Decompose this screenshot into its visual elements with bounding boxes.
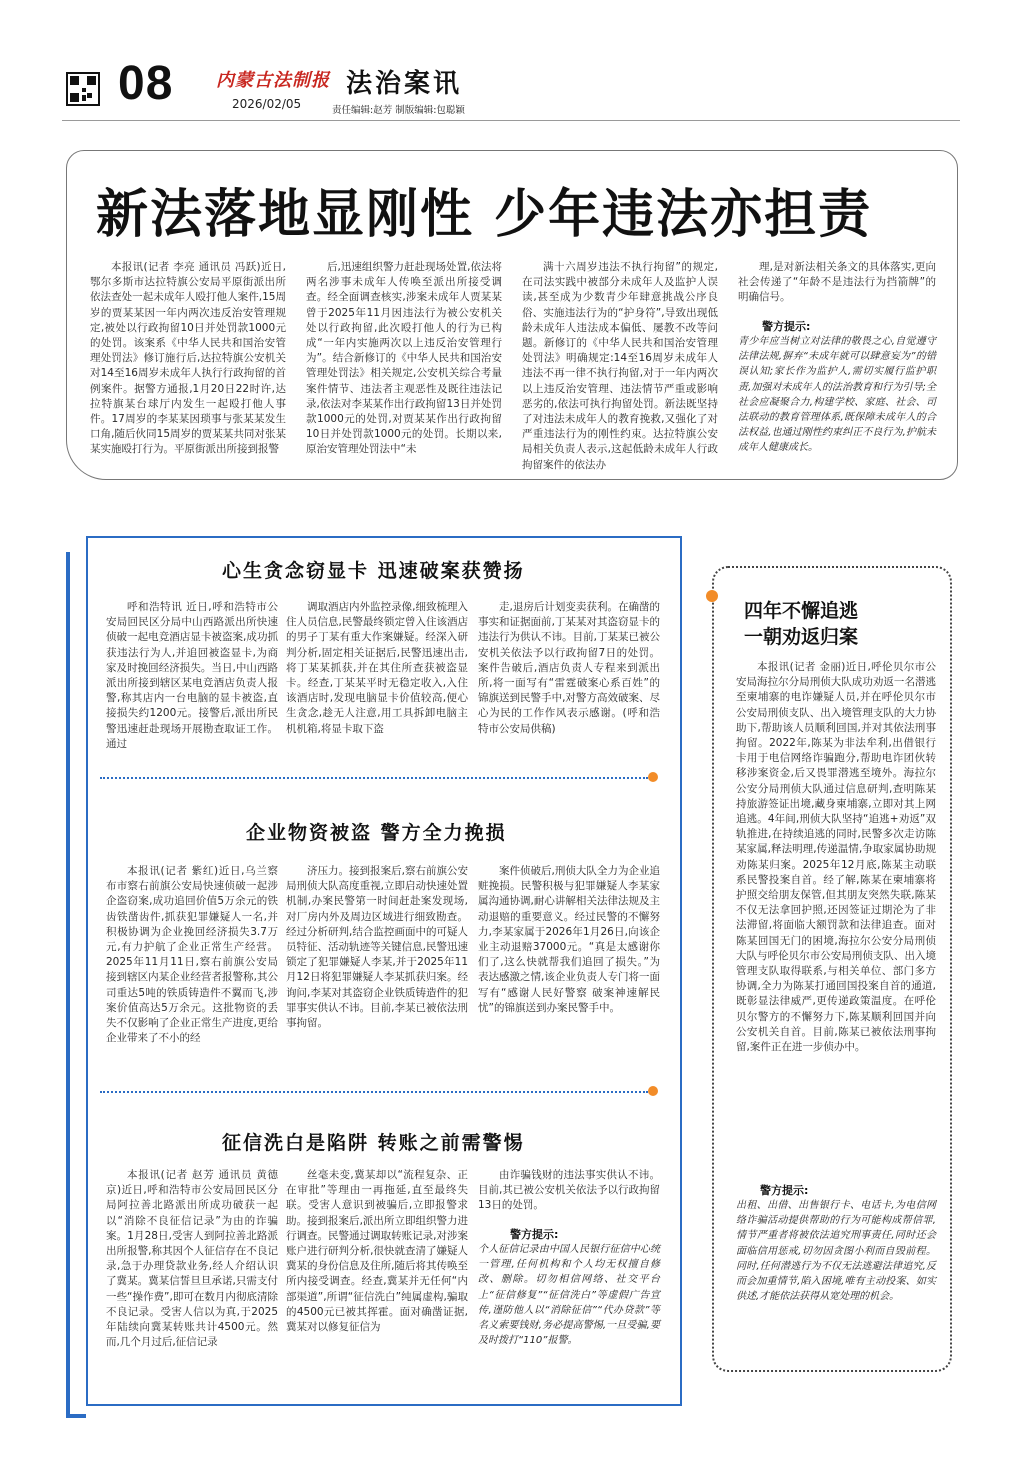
article-1-column-2: 调取酒店内外监控录像,细致梳理入住人员信息,民警最终锁定曾入住该酒店的男子丁某有重大作案嫌疑。经深入研判分析,固定相关证据后,民警迅速出击,将丁某某抓获,并在其住所查获被盗显卡。经查,丁某某平时无稳定收入,入住该酒店时,发现电脑显卡价值较高,便心生贪念,趁无人注意,用工具拆卸电脑主机机箱,将显卡取下盗 bbox=[286, 601, 468, 735]
article-2-column-3: 案件侦破后,刑侦大队全力为企业追赃挽损。民警积极与犯罪嫌疑人李某家属沟通协调,耐心讲解相关法律法规及主动退赔的重要意义。经过民警的不懈努力,李某家属于2026年1月26日,向该企业主动退赔37000元。“真是太感谢你们了,这么快就帮我们追回了损失。”为表达感激之情,该企业负责人专门将一面写有“感谢人民好警察 破案神速解民忧”的锦旗送到办案民警手中。 bbox=[478, 865, 660, 1014]
sidebar-body: 本报讯(记者 金丽)近日,呼伦贝尔市公安局海拉尔分局刑侦大队成功劝返一名潜逃至柬埔寨的电诈嫌疑人员,并在呼伦贝尔市公安局刑侦支队、出入境管理支队的大力协助下,帮助该人员顺利回国,并对其依法刑事拘留。2022年,陈某为非法牟利,出借银行卡用于电信网络诈骗跑分,帮助电诈团伙转移涉案资金,后又畏罪潜逃至境外。海拉尔公安分局刑侦大队通过信息研判,查明陈某持旅游签证出境,藏身柬埔寨,立即对其上网追逃。4年间,刑侦大队坚持“追逃+劝返”双轨推进,在持续追逃的同时,民警多次走访陈某家属,释法明理,传递温情,争取家属协助规劝陈某归案。2025年12月底,陈某主动联系民警投案自首。经了解,陈某在柬埔寨将护照交给朋友保管,但其朋友突然失联,陈某不仅无法拿回护照,还因签证过期沦为了非法滞留,将面临大额罚款和法律追查。面对陈某回国无门的困境,海拉尔公安分局刑侦大队与呼伦贝尔市公安局刑侦支队、出入境管理支队取得联系,与相关单位、部门多方协调,全力为陈某打通回国投案自首的通道,既彰显法律威严,更传递政策温度。在呼伦贝尔警方的不懈努力下,陈某顺利回国并向公安机关自首。目前,陈某已被依法刑事拘留,案件正在进一步侦办中。 bbox=[736, 661, 936, 1054]
article-1-column-1: 呼和浩特讯 近日,呼和浩特市公安局回民区分局中山西路派出所快速侦破一起电竞酒店显卡被盗案,成功抓获违法行为人,并追回被盗显卡,为商家及时挽回经济损失。当日,中山西路派出所接到辖区某电竞酒店负责人报警,称其店内一台电脑的显卡被盗,直接损失约1200元。接警后,派出所民警迅速赶赴现场开展勘查取证工作。通过 bbox=[106, 601, 278, 750]
article-2-column-1: 本报讯(记者 紫红)近日,乌兰察布市察右前旗公安局快速侦破一起涉企盗窃案,成功追回价值5万余元的铁齿铁凿齿件,抓获犯罪嫌疑人一名,并积极协调为企业挽回经济损失3.7万元,有力护航了企业正常生产经营。2025年11月11日,察右前旗公安局接到辖区内某企业经营者报警称,其公司重达5吨的铁质铸造件不翼而飞,涉案价值高达5万余元。这批物资的丢失不仅影响了企业正常生产进度,更给企业带来了不小的经 bbox=[106, 865, 278, 1045]
sidebar-dot-icon bbox=[706, 590, 718, 602]
sidebar-tip-title: 警方提示: bbox=[760, 1184, 809, 1197]
article-3-column-1: 本报讯(记者 赵芳 通讯员 黄德京)近日,呼和浩特市公安局回民区分局阿拉善北路派出所成功破获一起以“消除不良征信记录”为由的诈骗案。1月28日,受害人到阿拉善北路派出所报警,称其因个人征信存在不良记录,急于办理贷款业务,经人介绍认识了冀某。冀某信誓旦旦承诺,只需支付一些“操作费”,即可在数月内彻底清除不良记录。受害人信以为真,于2025年陆续向冀某转账共计4500元。然而,几个月过后,征信记录 bbox=[106, 1169, 278, 1349]
header-rule bbox=[62, 120, 960, 121]
lead-headline: 新法落地显刚性 少年违法亦担责 bbox=[96, 184, 873, 245]
sidebar-tip-text: 出租、出借、出售银行卡、电话卡,为电信网络诈骗活动提供帮助的行为可能构成帮信罪,情节严重者将被依法追究刑事责任,同时还会面临信用惩戒,切勿因贪图小利而自毁前程。同时,任何潜逃行为不仅无法逃避法律追究,反而会加重情节,陷入困境,唯有主动投案、如实供述,才能依法获得从宽处理的机会。 bbox=[736, 1200, 936, 1303]
page-number: 08 bbox=[118, 57, 174, 110]
article-2-column-2: 济压力。接到报案后,察右前旗公安局刑侦大队高度重视,立即启动快速处置机制,办案民警第一时间赶赴案发现场,对厂房内外及周边区域进行细致勘查。经过分析研判,结合监控画面中的可疑人员特征、活动轨迹等关键信息,民警迅速锁定了犯罪嫌疑人李某,并于2025年11月12日将犯罪嫌疑人李某抓获归案。经询问,李某对其盗窃企业铁质铸造件的犯罪事实供认不讳。目前,李某已被依法刑事拘留。 bbox=[286, 865, 468, 1030]
sidebar-title-line-1: 四年不懈追逃 bbox=[744, 600, 859, 622]
article-3-tip-text: 个人征信记录由中国人民银行征信中心统一管理,任何机构和个人均无权擅自修改、删除。切勿相信网络、社交平台上“征信修复”“征信洗白”等虚假广告宣传,谨防他人以“消除征信”“代办贷款”等名义索要钱财,务必提高警惕,一旦受骗,要及时拨打“110”报警。 bbox=[478, 1244, 660, 1347]
divider-dot-icon bbox=[648, 772, 658, 782]
editors-line: 责任编辑:赵芳 制版编辑:包聪颖 bbox=[332, 105, 465, 116]
article-1-title: 心生贪念窃显卡 迅速破案获赞扬 bbox=[222, 560, 525, 582]
lead-column-3: 满十六周岁违法不执行拘留”的规定,在司法实践中被部分未成年人及监护人误读,甚至成为少数青少年肆意挑战公序良俗、实施违法行为的“护身符”,导致出现低龄未成年人违法成本偏低、屡教不改等问题。新修订的《中华人民共和国治安管理处罚法》明确规定:14至16周岁未成年人违法不再一律不执行拘留,对于一年内两次以上违反治安管理、违法情节严重或影响恶劣的,依法可执行拘留处罚。新法既坚持了对违法未成年人的教育挽救,又强化了对严重违法行为的刚性约束。达拉特旗公安局相关负责人表示,这起低龄未成年人行政拘留案件的依法办 bbox=[522, 261, 718, 471]
article-3-tip-title: 警方提示: bbox=[510, 1228, 559, 1241]
qr-code-icon bbox=[66, 72, 100, 106]
frame-accent bbox=[66, 552, 86, 1418]
sidebar-title-line-2: 一朝劝返归案 bbox=[744, 626, 859, 648]
divider-dot-icon bbox=[648, 1086, 658, 1096]
issue-date: 2026/02/05 bbox=[232, 97, 302, 111]
paper-logo: 内蒙古法制报 bbox=[216, 70, 330, 91]
lead-tip-text: 青少年应当树立对法律的敬畏之心,自觉遵守法律法规,摒弃“未成年就可以肆意妄为”的错误认知;家长作为监护人,需切实履行监护职责,加强对未成年人的法治教育和行为引导;全社会应凝聚合力,构建学校、家庭、社会、司法联动的教育管理体系,既保障未成年人的合法权益,也通过刚性约束纠正不良行为,护航未成年人健康成长。 bbox=[738, 336, 936, 454]
article-2-title: 企业物资被盗 警方全力挽损 bbox=[246, 822, 507, 844]
article-1-column-3: 走,退房后计划变卖获利。在确凿的事实和证据面前,丁某某对其盗窃显卡的违法行为供认不讳。目前,丁某某已被公安机关依法予以行政拘留7日的处罚。案件告破后,酒店负责人专程来到派出所,将一面写有“雷霆破案心系百姓”的锦旗送到民警手中,对警方高效破案、尽心为民的工作作风表示感谢。(呼和浩特市公安局供稿) bbox=[478, 601, 660, 735]
lead-column-1: 本报讯(记者 李亮 通讯员 冯跃)近日,鄂尔多斯市达拉特旗公安局平原街派出所依法查处一起未成年人殴打他人案件,15周岁的贾某某因一年内两次违反治安管理规定,被处以行政拘留10日并处罚款1000元的处罚。该案系《中华人民共和国治安管理处罚法》修订施行后,达拉特旗公安机关对14至16周岁未成年人执行行政拘留的首例案件。据警方通报,1月20日22时许,达拉特旗某台球厅内发生一起殴打他人事件。17周岁的李某某因琐事与张某某发生口角,随后伙同15周岁的贾某某共同对张某某实施殴打行为。平原街派出所接到报警 bbox=[90, 261, 286, 456]
article-3-column-2: 丝毫未变,冀某却以“流程复杂、正在审批”等理由一再拖延,直至最终失联。受害人意识到被骗后,立即报警求助。接到报案后,派出所立即组织警力进行调查。民警通过调取转账记录,对涉案账户进行研判分析,很快就查清了嫌疑人冀某的身份信息及住所,随后将其传唤至所内接受调查。经查,冀某并无任何“内部渠道”,所谓“征信洗白”纯属虚构,骗取的4500元已被其挥霍。面对确凿证据,冀某对以修复征信为 bbox=[286, 1169, 468, 1334]
lead-tip-title: 警方提示: bbox=[762, 320, 811, 333]
lead-column-2: 后,迅速组织警力赶赴现场处置,依法将两名涉事未成年人传唤至派出所接受调查。经全面调查核实,涉案未成年人贾某某曾于2025年11月因违法行为被公安机关处以行政拘留,此次殴打他人的行为已构成“一年内实施两次以上违反治安管理行为”。结合新修订的《中华人民共和国治安管理处罚法》相关规定,公安机关综合考量案件情节、违法者主观恶性及既往违法记录,依法对李某某作出行政拘留13日并处罚款1000元的处罚,对贾某某作出行政拘留10日并处罚款1000元的处罚。长期以来,原治安管理处罚法中“未 bbox=[306, 261, 502, 456]
section-divider bbox=[100, 777, 648, 779]
article-3-title: 征信洗白是陷阱 转账之前需警惕 bbox=[222, 1132, 525, 1154]
section-divider bbox=[100, 1091, 648, 1093]
article-3-column-3: 由诈骗钱财的违法事实供认不讳。目前,其已被公安机关依法予以行政拘留13日的处罚。 bbox=[478, 1169, 660, 1212]
section-title: 法治案讯 bbox=[346, 69, 463, 99]
lead-column-4: 理,是对新法相关条文的具体落实,更向社会传递了“年龄不是违法行为挡箭牌”的明确信号。 bbox=[738, 261, 936, 304]
sidebar-title bbox=[744, 598, 858, 650]
